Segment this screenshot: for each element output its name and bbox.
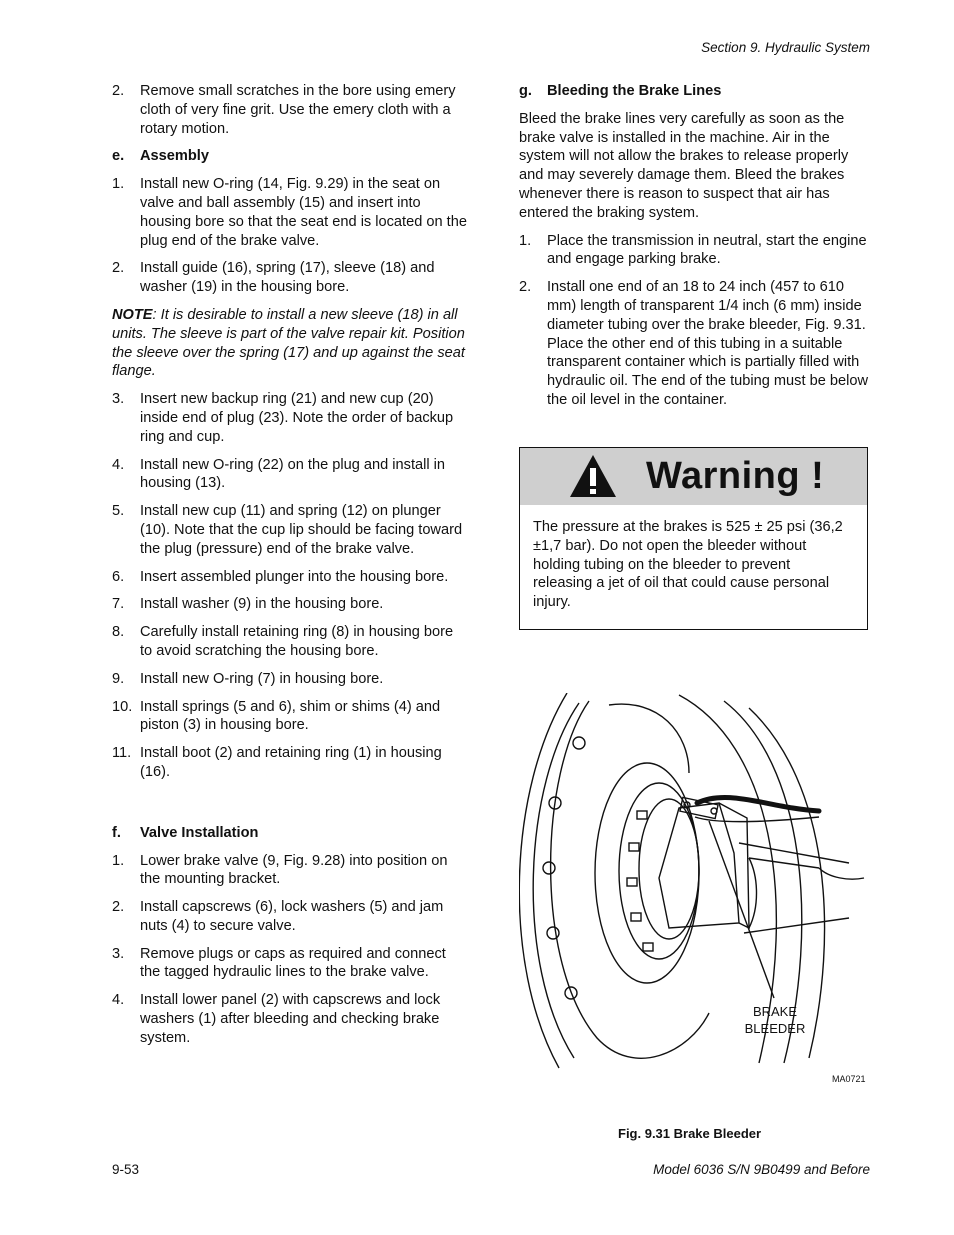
item-number: 3. (112, 945, 125, 962)
brake-bleeder-illustration (519, 693, 871, 1073)
list-item (112, 991, 468, 1047)
warning-header (520, 448, 867, 505)
left-column (112, 82, 468, 1057)
item-text: Install washer (9) in the housing bore. (140, 596, 384, 613)
list-item (112, 623, 468, 661)
list-item (112, 82, 468, 138)
item-number: 1. (112, 176, 125, 193)
item-number: 2. (112, 260, 125, 277)
warning-title: Warning ! (646, 455, 825, 497)
item-text: Insert new backup ring (21) and new cup (20) inside end of plug (23). Note the order of backup ring and cup. (140, 391, 454, 445)
item-text: Install lower panel (2) with capscrews and lock washers (1) after bleeding and checking brake system. (140, 992, 441, 1046)
item-number: 4. (112, 456, 125, 473)
item-number: 5. (112, 503, 125, 520)
list-item (519, 232, 871, 270)
item-number: 2. (519, 279, 532, 296)
item-number: 6. (112, 568, 125, 585)
list-item (112, 568, 468, 587)
list-item (112, 698, 468, 736)
label-line-1: BRAKE (752, 1004, 798, 1019)
heading-title: Valve Installation (140, 824, 259, 841)
item-text: Lower brake valve (9, Fig. 9.28) into position on the mounting bracket. (140, 852, 448, 888)
heading-letter: f. (112, 824, 121, 841)
item-number: 2. (112, 899, 125, 916)
heading-title: Bleeding the Brake Lines (547, 83, 722, 99)
item-text: Install capscrews (6), lock washers (5) and jam nuts (4) to secure valve. (140, 899, 444, 934)
item-number: 1. (519, 232, 532, 249)
brake-bleeder-figure (519, 693, 871, 1073)
list-item (112, 175, 468, 250)
list-item (112, 390, 468, 446)
warning-text: The pressure at the brakes is 525 ± 25 psi (36,2 ±1,7 bar). Do not open the bleeder without holding tubing on the bleeder to prevent releasing a jet of oil that could cause personal injury. (533, 519, 843, 611)
item-text: Remove plugs or caps as required and connect the tagged hydraulic lines to the brake valve. (140, 945, 446, 981)
item-number: 9. (112, 670, 125, 687)
item-number: 1. (112, 852, 125, 869)
model-footer: Model 6036 S/N 9B0499 and Before (653, 1162, 870, 1177)
list-item (112, 259, 468, 297)
item-text: Install new O-ring (22) on the plug and install in housing (13). (140, 456, 446, 492)
item-text: Remove small scratches in the bore using emery cloth of very fine grit. Use the emery cloth with a rotary motion. (140, 83, 456, 137)
right-column (519, 82, 871, 419)
figure-caption: Fig. 9.31 Brake Bleeder (618, 1126, 762, 1141)
warning-triangle-icon (568, 453, 618, 499)
note-label: NOTE (112, 306, 153, 323)
note-text: : It is desirable to install a new sleeve (18) in all units. The sleeve is part of the valve repair kit. Position the sleeve over the spring (17) and up against the seat flange. (112, 306, 465, 380)
list-item (112, 456, 468, 494)
section-heading-valve-installation (112, 824, 468, 843)
list-item (112, 898, 468, 936)
heading-letter: e. (112, 148, 125, 165)
list-item (112, 502, 468, 558)
item-text: Install new O-ring (7) in housing bore. (140, 670, 384, 687)
item-number: 8. (112, 624, 125, 641)
item-number: 7. (112, 596, 125, 613)
item-number: 4. (112, 992, 125, 1009)
section-heading-assembly (112, 147, 468, 166)
item-text: Install one end of an 18 to 24 inch (457 to 610 mm) length of transparent 1/4 inch (6 mm) inside diameter tubing over the brake bleeder, Fig. 9.31. Place the other end of this tubing in a suitable transparent container which is partially filled with hydraulic oil. The end of the tubing must be below the oil level in the container. (547, 279, 868, 408)
item-number: 10. (112, 698, 133, 715)
label-line-2: BLEEDER (744, 1021, 806, 1036)
item-text: Carefully install retaining ring (8) in housing bore to avoid scratching the housing bore. (140, 624, 454, 659)
item-text: Install springs (5 and 6), shim or shims (4) and piston (3) in housing bore. (140, 698, 441, 734)
figure-code: MA0721 (832, 1074, 866, 1084)
heading-title: Assembly (140, 148, 209, 165)
item-number: 11. (112, 745, 132, 762)
spacer (112, 791, 468, 824)
list-item (112, 852, 468, 890)
list-item (112, 595, 468, 614)
list-item (112, 744, 468, 782)
page-header: Section 9. Hydraulic System (701, 40, 870, 55)
heading-letter: g. (519, 83, 532, 99)
list-item (519, 278, 871, 410)
item-text: Install boot (2) and retaining ring (1) in housing (16). (140, 745, 442, 780)
item-text: Install guide (16), spring (17), sleeve (18) and washer (19) in the housing bore. (140, 260, 435, 296)
warning-box (519, 447, 868, 630)
bleeding-intro: Bleed the brake lines very carefully as soon as the brake valve is installed in the machine. Air in the system will not allow the brakes to release properly and may severely damage them. Bleed the brakes whenever there is reason to suspect that air has entered the braking system. (519, 110, 849, 221)
assembly-note (112, 306, 468, 381)
item-text: Insert assembled plunger into the housing bore. (140, 568, 449, 585)
item-number: 3. (112, 391, 125, 408)
brake-bleeder-label (736, 1003, 814, 1037)
list-item (112, 945, 468, 983)
item-text: Place the transmission in neutral, start the engine and engage parking brake. (547, 232, 867, 268)
section-heading-bleeding (519, 82, 871, 101)
list-item (112, 670, 468, 689)
item-text: Install new cup (11) and spring (12) on plunger (10). Note that the cup lip should be facing toward the plug (pressure) end of the brake valve. (140, 503, 463, 557)
item-text: Install new O-ring (14, Fig. 9.29) in the seat on valve and ball assembly (15) and insert into housing bore so that the seat end is located on the plug end of the brake valve. (140, 176, 467, 249)
page-number: 9-53 (112, 1162, 140, 1177)
item-number: 2. (112, 83, 125, 99)
